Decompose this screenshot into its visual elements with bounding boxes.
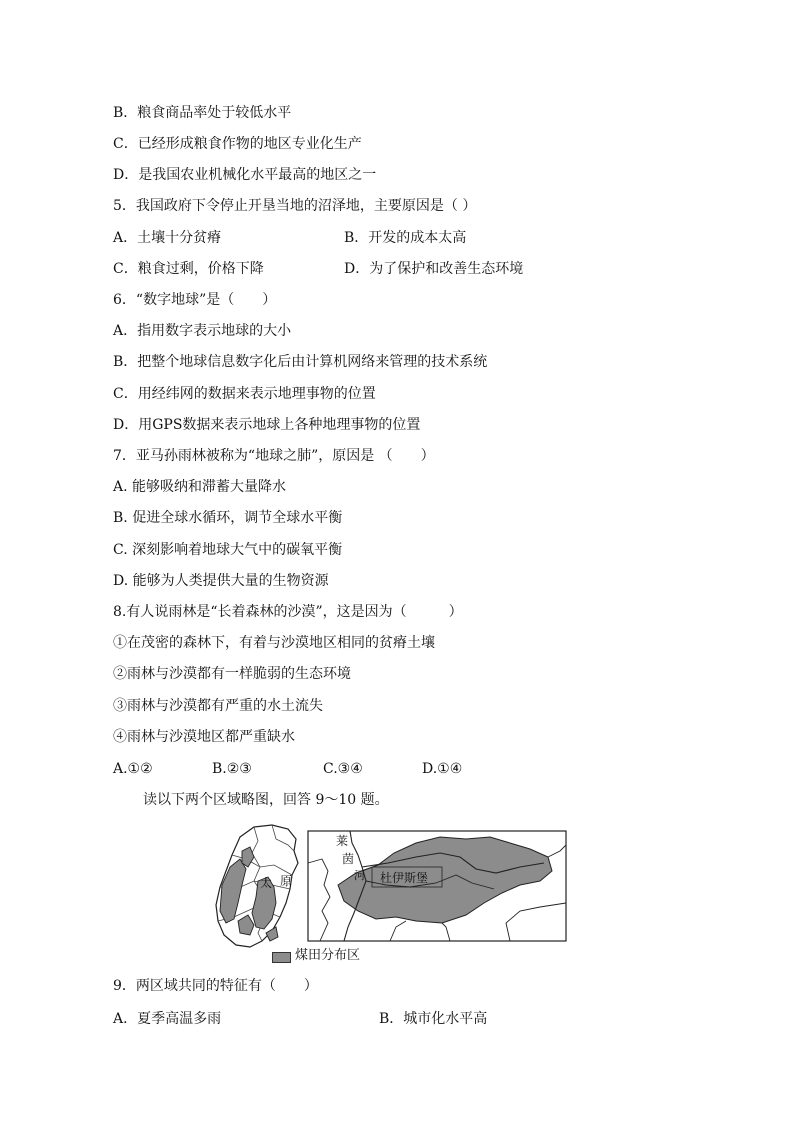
q8-option-d: D.①④	[422, 761, 463, 777]
q8-stem: 8.有人说雨林是“长着森林的沙漠”，这是因为（ ）	[113, 604, 463, 620]
legend-label: 煤田分布区	[295, 948, 361, 963]
q7-stem: 7．亚马孙雨林被称为“地球之肺”，原因是 （ ）	[113, 448, 435, 464]
q7-option-c: C. 深刻影响着地球大气中的碳氧平衡	[113, 542, 343, 558]
legend-swatch	[272, 952, 291, 963]
q6-option-b: B．把整个地球信息数字化后由计算机网络来管理的技术系统	[113, 354, 488, 370]
q5-option-c: C．粮食过剩，价格下降	[113, 261, 264, 277]
q5-stem: 5．我国政府下令停止开垦当地的沼泽地，主要原因是（ ）	[113, 198, 477, 214]
q6-option-d: D．用GPS数据来表示地球上各种地理事物的位置	[113, 417, 421, 433]
left-map	[216, 825, 298, 947]
instruction-text: 读以下两个区域略图，回答 9～10 题。	[143, 792, 389, 808]
map-label-duisburg: 杜伊斯堡	[380, 871, 429, 885]
map-label-tai: 太	[260, 876, 273, 890]
q8-option-a: A.①②	[113, 761, 153, 777]
q5-option-d: D．为了保护和改善生态环境	[344, 261, 524, 277]
map-label-lai: 莱	[336, 834, 349, 848]
region-maps-svg	[210, 823, 570, 968]
q7-option-b: B. 促进全球水循环，调节全球水平衡	[113, 510, 343, 526]
q9-option-a: A．夏季高温多雨	[113, 1011, 222, 1027]
q4-option-b: B．粮食商品率处于较低水平	[113, 105, 292, 121]
map-label-yin: 茵	[342, 852, 355, 866]
map-label-he: 河	[354, 869, 365, 882]
q8-statement-3: ③雨林与沙漠都有严重的水土流失	[113, 698, 323, 714]
q4-option-c: C．已经形成粮食作物的地区专业化生产	[113, 136, 362, 152]
q9-stem: 9．两区域共同的特征有（ ）	[113, 978, 318, 994]
q8-statement-2: ②雨林与沙漠都有一样脆弱的生态环境	[113, 666, 351, 682]
q5-option-a: A．土壤十分贫瘠	[113, 230, 222, 246]
q9-option-b: B．城市化水平高	[379, 1011, 488, 1027]
q8-statement-4: ④雨林与沙漠地区都严重缺水	[113, 729, 295, 745]
q6-option-c: C．用经纬网的数据来表示地理事物的位置	[113, 386, 376, 402]
q4-option-d: D．是我国农业机械化水平最高的地区之一	[113, 167, 377, 183]
region-maps-figure	[210, 823, 570, 968]
q7-option-a: A. 能够吸纳和滞蓄大量降水	[113, 479, 287, 495]
q8-statement-1: ①在茂密的森林下，有着与沙漠地区相同的贫瘠土壤	[113, 635, 435, 651]
map-label-yuan: 原	[280, 874, 293, 888]
q5-option-b: B．开发的成本太高	[344, 230, 467, 246]
right-map	[308, 831, 566, 941]
q6-option-a: A．指用数字表示地球的大小	[113, 323, 292, 339]
q6-stem: 6．“数字地球”是（ ）	[113, 292, 277, 308]
q8-option-c: C.③④	[323, 761, 363, 777]
q7-option-d: D. 能够为人类提供大量的生物资源	[113, 573, 329, 589]
q8-option-b: B.②③	[212, 761, 252, 777]
